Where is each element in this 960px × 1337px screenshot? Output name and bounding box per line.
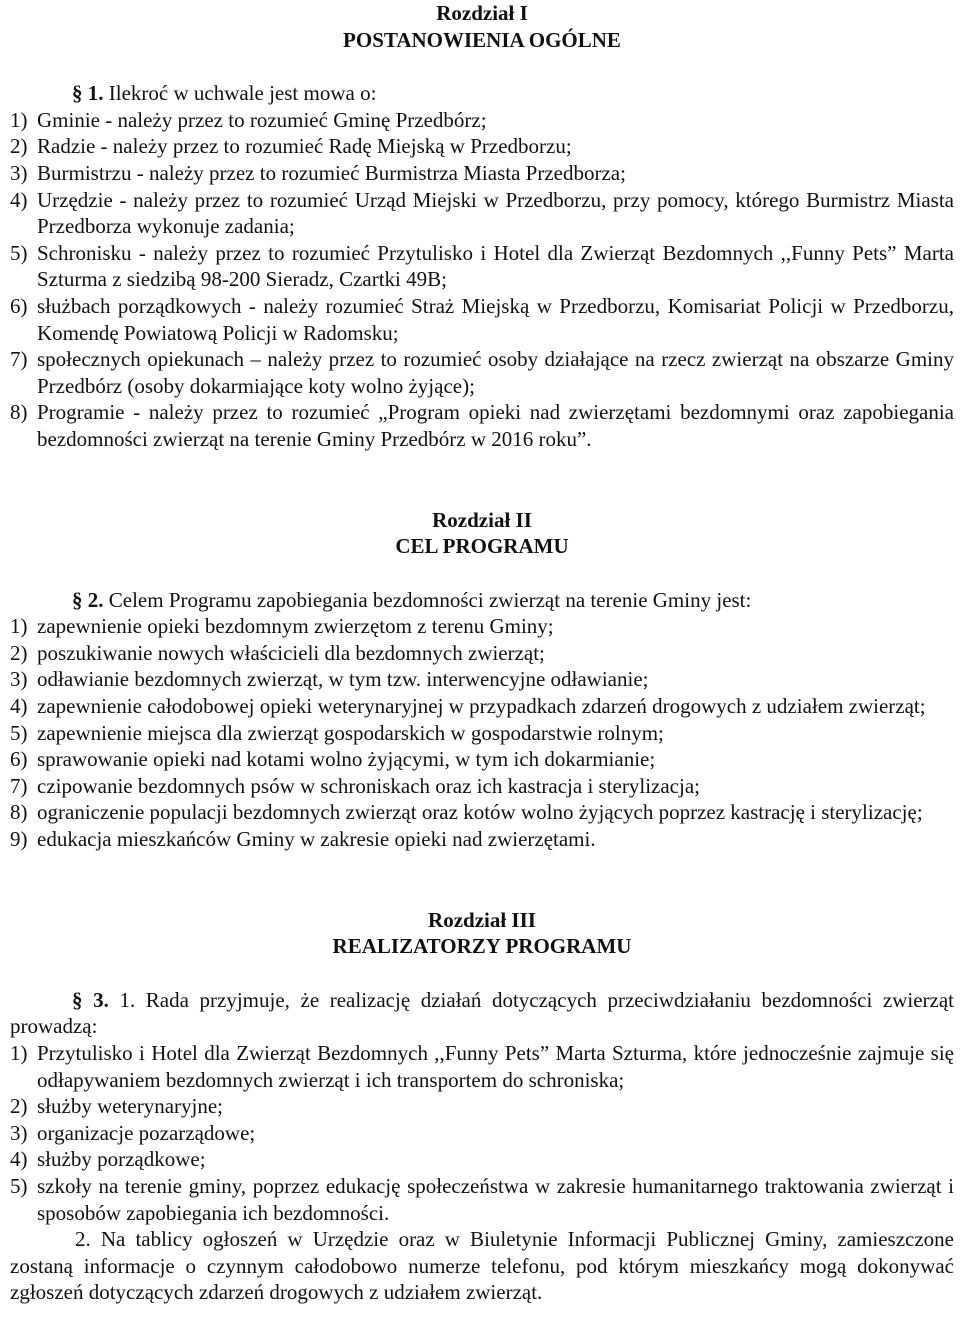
list-item — [10, 399, 954, 452]
list-item — [10, 293, 954, 346]
list-item-number: 9) — [10, 827, 28, 852]
goals-list — [10, 613, 954, 852]
spacer — [10, 560, 954, 587]
list-item-text: czipowanie bezdomnych psów w schroniskach oraz ich kastracja i sterylizacja; — [37, 773, 700, 798]
list-item-text: służby weterynaryjne; — [37, 1094, 224, 1119]
chapter-3-subtitle: REALIZATORZY PROGRAMU — [332, 934, 632, 959]
list-item-text: poszukiwanie nowych właścicieli dla bezdomnych zwierząt; — [37, 640, 545, 665]
list-item-text: zapewnienie opieki bezdomnym zwierzętom z terenu Gminy; — [37, 614, 554, 639]
section-1-intro — [10, 80, 954, 107]
section-3-point-1-text: Rada przyjmuje, że realizację działań dotyczących przeciwdziałaniu bezdomności zwierząt prowadzą: — [10, 987, 955, 1039]
list-item — [10, 346, 954, 399]
list-item-text: służbach porządkowych - należy rozumieć Straż Miejską w Przedborzu, Komisariat Policji w Przedborzu, Komendę Powiatową Policji w Radomsku; — [37, 293, 954, 345]
definitions-list — [10, 107, 954, 453]
list-item-text: Radzie - należy przez to rozumieć Radę Miejską w Przedborzu; — [37, 134, 572, 159]
list-item — [10, 826, 954, 853]
list-item — [10, 773, 954, 800]
list-item — [10, 1093, 954, 1120]
list-item-number: 4) — [10, 694, 28, 719]
section-3-point-2 — [10, 1226, 954, 1306]
spacer — [10, 53, 954, 80]
list-item-text: Programie - należy przez to rozumieć „Program opieki nad zwierzętami bezdomnymi oraz zapobiegania bezdomności zwierząt na terenie Gminy Przedbórz w 2016 roku”. — [37, 400, 954, 451]
list-item-number: 2) — [10, 134, 28, 159]
section-2-intro-text: Celem Programu zapobiegania bezdomności zwierząt na terenie Gminy jest: — [108, 587, 752, 612]
list-item — [10, 693, 954, 720]
section-1-intro-text: Ilekroć w uchwale jest mowa o: — [108, 81, 377, 106]
list-item-number: 6) — [10, 293, 28, 318]
list-item — [10, 1040, 954, 1093]
list-item-number: 5) — [10, 240, 28, 265]
section-3-point-1-num: 1. — [119, 987, 136, 1012]
list-item-number: 8) — [10, 800, 28, 825]
list-item-number: 2) — [10, 1094, 28, 1119]
chapter-2-title: Rozdział II — [432, 507, 532, 532]
section-3-point-1 — [10, 987, 954, 1040]
list-item-text: społecznych opiekunach – należy przez to rozumieć osoby działające na rzecz zwierząt na obszarze Gminy Przedbórz (osoby dokarmiające koty wolno żyjące); — [37, 347, 954, 398]
list-item-text: szkoły na terenie gminy, poprzez edukację społeczeństwa w zakresie humanitarnego traktowania zwierząt i sposobów zapobiegania ich bezdomności. — [37, 1173, 954, 1225]
list-item-text: ograniczenie populacji bezdomnych zwierząt oraz kotów wolno żyjących poprzez kastrację i sterylizację; — [37, 800, 923, 825]
spacer — [10, 960, 954, 987]
list-item-number: 4) — [10, 187, 28, 212]
implementers-list — [10, 1040, 954, 1226]
section-3-point-2-text: Na tablicy ogłoszeń w Urzędzie oraz w Biuletynie Informacji Publicznej Gminy, zamieszczone zostaną informacje o czynnym całodobowo numerze telefonu, pod którym mieszkańcy mogą dokonywać zgłoszeń dotyczących zdarzeń drogowych z udziałem zwierząt. — [10, 1227, 955, 1305]
list-item — [10, 160, 954, 187]
list-item-text: Przytulisko i Hotel dla Zwierząt Bezdomnych ,,Funny Pets” Marta Szturma, które jednocześnie zajmuje się odłapywaniem bezdomnych zwierząt i ich transportem do schroniska; — [37, 1041, 954, 1092]
list-item-number: 1) — [10, 107, 28, 132]
list-item — [10, 613, 954, 640]
spacer — [10, 853, 954, 880]
list-item-text: Burmistrzu - należy przez to rozumieć Burmistrza Miasta Przedborza; — [37, 160, 626, 185]
chapter-1-subtitle: POSTANOWIENIA OGÓLNE — [343, 27, 621, 52]
list-item-number: 1) — [10, 1041, 28, 1065]
list-item-number: 7) — [10, 773, 28, 798]
list-item-text: służby porządkowe; — [37, 1147, 206, 1172]
list-item — [10, 1146, 954, 1173]
list-item-text: odławianie bezdomnych zwierząt, w tym tzw. interwencyjne odławianie; — [37, 667, 649, 692]
list-item — [10, 746, 954, 773]
list-item — [10, 1173, 954, 1226]
spacer — [10, 880, 954, 907]
list-item-text: Urzędzie - należy przez to rozumieć Urząd Miejski w Przedborzu, przy pomocy, którego Burmistrz Miasta Przedborza wykonuje zadania; — [37, 187, 954, 239]
list-item-text: zapewnienie całodobowej opieki weterynaryjnej w przypadkach zdarzeń drogowych z udziałem zwierząt; — [37, 694, 926, 719]
list-item-number: 7) — [10, 347, 28, 372]
list-item-number: 2) — [10, 640, 28, 665]
section-1-mark: § 1. — [72, 81, 104, 106]
list-item-number: 5) — [10, 720, 28, 745]
list-item-number: 3) — [10, 1120, 28, 1145]
list-item — [10, 720, 954, 747]
list-item-text: Gminie - należy przez to rozumieć Gminę Przedbórz; — [37, 107, 487, 132]
list-item-text: organizacje pozarządowe; — [37, 1120, 256, 1145]
list-item — [10, 187, 954, 240]
list-item — [10, 640, 954, 667]
spacer — [10, 480, 954, 507]
list-item-text: zapewnienie miejsca dla zwierząt gospodarskich w gospodarstwie rolnym; — [37, 720, 664, 745]
section-2-mark: § 2. — [72, 587, 104, 612]
chapter-1-title: Rozdział I — [436, 1, 528, 25]
list-item-number: 8) — [10, 400, 28, 425]
list-item-number: 3) — [10, 160, 28, 185]
list-item-number: 1) — [10, 614, 28, 639]
chapter-3-title: Rozdział III — [428, 907, 536, 932]
section-2-intro — [10, 587, 954, 614]
list-item-number: 4) — [10, 1147, 28, 1172]
section-3-point-2-num: 2. — [75, 1227, 91, 1252]
list-item-number: 5) — [10, 1173, 28, 1198]
list-item — [10, 133, 954, 160]
list-item — [10, 1120, 954, 1147]
list-item-text: Schronisku - należy przez to rozumieć Przytulisko i Hotel dla Zwierząt Bezdomnych ,,Funny Pets” Marta Szturma z siedzibą 98-200 Sieradz, Czartki 49B; — [37, 240, 954, 292]
list-item-number: 3) — [10, 667, 28, 692]
chapter-2-subtitle: CEL PROGRAMU — [395, 534, 569, 559]
list-item-text: edukacja mieszkańców Gminy w zakresie opieki nad zwierzętami. — [37, 827, 596, 852]
list-item-number: 6) — [10, 747, 28, 772]
list-item — [10, 240, 954, 293]
list-item — [10, 107, 954, 134]
list-item-text: sprawowanie opieki nad kotami wolno żyjącymi, w tym ich dokarmianie; — [37, 747, 656, 772]
spacer — [10, 453, 954, 480]
section-3-mark: § 3. — [72, 987, 109, 1012]
list-item — [10, 666, 954, 693]
list-item — [10, 799, 954, 826]
